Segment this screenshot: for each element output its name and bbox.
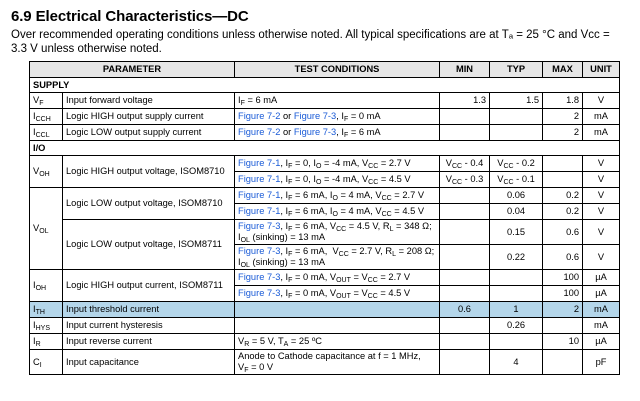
table-row: $I_{OH}$ Logic HIGH output current, ISOM8711 Figure 7-3, $I_F = 0$ mA, $V_{OUT} = V_{CC} = 2.7$ V 100 µA bbox=[30, 270, 620, 286]
header-row bbox=[30, 62, 620, 78]
figure-link[interactable]: Figure 7-2 bbox=[238, 111, 281, 121]
section-row: I/O bbox=[30, 141, 620, 156]
figure-link[interactable]: Figure 7-1 bbox=[238, 206, 281, 216]
symbol: $V_F$ bbox=[30, 93, 63, 109]
figure-link[interactable]: Figure 7-3 bbox=[293, 111, 337, 121]
header-min: MIN bbox=[440, 62, 490, 78]
table-row: $C_I$ Input capacitance Anode to Cathode capacitance at f = 1 MHz, $V_F = 0$ V 4 pF bbox=[30, 350, 620, 375]
section-row: SUPPLY bbox=[30, 78, 620, 93]
table-row: $V_{OH}$ Logic HIGH output voltage, ISOM8710 Figure 7-1, $I_F = 0$, $I_O = -4$ mA, $V_{CC} = 2.7$ V $V_{CC} - 0.4$ $V_{CC} - 0.2$ V bbox=[30, 156, 620, 172]
table-row: $I_{CCH}$ Logic HIGH output supply current Figure 7-2 or Figure 7-3, $I_F = 0$ mA 2 mA bbox=[30, 109, 620, 125]
header-parameter: PARAMETER bbox=[30, 62, 235, 78]
figure-link[interactable]: Figure 7-1 bbox=[238, 158, 281, 168]
figure-link[interactable]: Figure 7-3 bbox=[238, 221, 281, 231]
table-row: $I_R$ Input reverse current $V_R = 5$ V, $T_A = 25$ ºC 10 µA bbox=[30, 334, 620, 350]
header-test-conditions: TEST CONDITIONS bbox=[235, 62, 440, 78]
figure-link[interactable]: Figure 7-3 bbox=[238, 288, 281, 298]
header-max: MAX bbox=[543, 62, 583, 78]
header-unit: UNIT bbox=[583, 62, 620, 78]
table-row: Figure 7-1, $I_F = 0$, $I_O = -4$ mA, $V_{CC} = 4.5$ V $V_{CC} - 0.3$ $V_{CC} - 0.1$ V bbox=[30, 172, 620, 188]
figure-link[interactable]: Figure 7-3 bbox=[238, 246, 281, 256]
figure-link[interactable]: Figure 7-3 bbox=[293, 127, 337, 137]
table-row: Logic LOW output voltage, ISOM8711 Figure 7-3, $I_F = 6$ mA, $V_{CC} = 4.5$ V, $R_L = 348$ Ω; $I_{OL}$ (sinking) = 13 mA 0.15 0.6 V bbox=[30, 220, 620, 245]
figure-link[interactable]: Figure 7-3 bbox=[238, 272, 281, 282]
table-row: $I_{CCL}$ Logic LOW output supply current Figure 7-2 or Figure 7-3, $I_F = 6$ mA 2 mA bbox=[30, 125, 620, 141]
table-row: Figure 7-1, $I_F = 6$ mA, $I_O = 4$ mA, $V_{CC} = 4.5$ V 0.04 0.2 V bbox=[30, 204, 620, 220]
figure-link[interactable]: Figure 7-2 bbox=[238, 127, 281, 137]
table-row-selected[interactable]: $I_{TH}$ Input threshold current 0.6 1 2 mA bbox=[30, 302, 620, 318]
table-row: $V_F$ Input forward voltage $I_F = 6$ mA 1.3 1.5 1.8 V bbox=[30, 93, 620, 109]
table-row: Figure 7-3, $I_F = 0$ mA, $V_{OUT} = V_{CC} = 4.5$ V 100 µA bbox=[30, 286, 620, 302]
table-row: $V_{OL}$ Logic LOW output voltage, ISOM8710 Figure 7-1, $I_F = 6$ mA, $I_O = 4$ mA, $V_{CC} = 2.7$ V 0.06 0.2 V bbox=[30, 188, 620, 204]
table-row: $I_{HYS}$ Input current hysteresis 0.26 mA bbox=[30, 318, 620, 334]
header-typ: TYP bbox=[490, 62, 543, 78]
intro-text: Over recommended operating conditions unless otherwise noted. All typical specifications are at Tₐ = 25 °C and Vᴄᴄ = 3.3 V unless otherwise noted. bbox=[11, 29, 610, 55]
dc-characteristics-table bbox=[29, 61, 620, 375]
table-row: Figure 7-3, $I_F = 6$ mA, $V_{CC} = 2.7$ V, $R_L = 208$ Ω; $I_{OL}$ (sinking) = 13 mA 0.22 0.6 V bbox=[30, 245, 620, 270]
figure-link[interactable]: Figure 7-1 bbox=[238, 190, 281, 200]
section-title: 6.9 Electrical Characteristics—DC bbox=[11, 8, 249, 25]
figure-link[interactable]: Figure 7-1 bbox=[238, 174, 281, 184]
